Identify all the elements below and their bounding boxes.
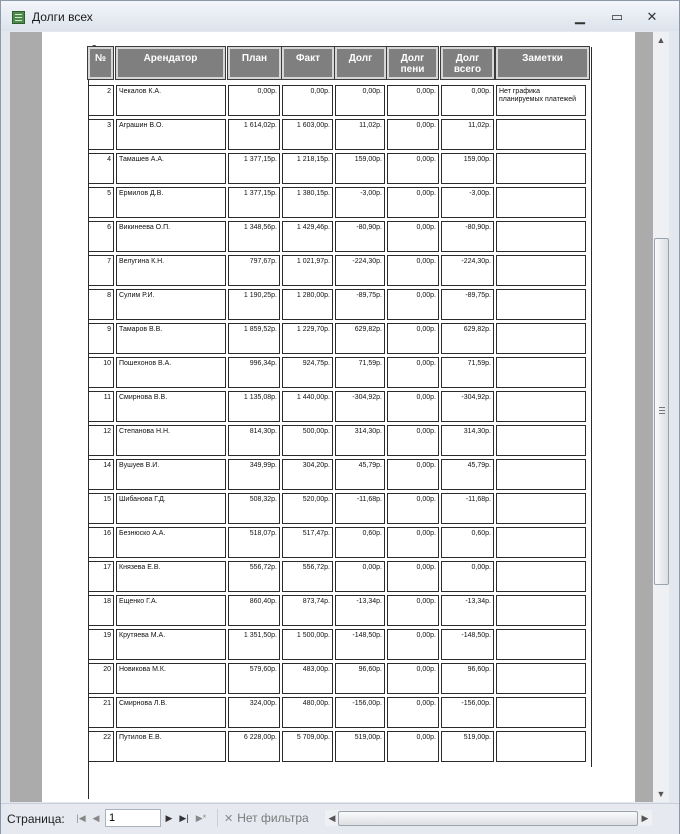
total-debt: -89,75р. [441,289,494,320]
col-debt-header: Долг [335,47,386,79]
total-debt: 0,00р. [441,561,494,592]
table-row [88,219,594,252]
notes [496,629,586,660]
total-debt: 629,82р. [441,323,494,354]
fact-amount: 500,00р. [282,425,333,456]
penalty-amount: 0,00р. [387,493,439,524]
tenant-name: Путилов Е.В. [116,731,226,762]
plan-amount: 1 351,50р. [228,629,280,660]
tenant-name: Безнюско А.А. [116,527,226,558]
navigation-bar [1,803,679,834]
filter-status[interactable] [217,809,322,827]
scroll-grip-icon [659,407,665,408]
window-title: Долги всех [32,10,93,24]
col-notes-header: Заметки [496,47,589,79]
notes [496,697,586,728]
scroll-thumb[interactable] [654,238,669,585]
new-record-icon[interactable]: ▶* [195,813,207,823]
tenant-name: Степанова Н.Н. [116,425,226,456]
debt-amount: 159,00р. [335,153,385,184]
table-row [88,627,594,660]
fact-amount: 1 229,70р. [282,323,333,354]
scroll-right-icon[interactable]: ▶ [641,813,649,823]
col-total-header: Долг всего [441,47,494,79]
row-number: 9 [88,323,114,354]
plan-amount: 324,00р. [228,697,280,728]
row-number: 14 [88,459,114,490]
debt-amount: -156,00р. [335,697,385,728]
total-debt: -3,00р. [441,187,494,218]
penalty-amount: 0,00р. [387,663,439,694]
debt-amount: -224,30р. [335,255,385,286]
plan-amount: 1 377,15р. [228,187,280,218]
debt-amount: 45,79р. [335,459,385,490]
table-row [88,287,594,320]
table-row [88,253,594,286]
total-debt: 45,79р. [441,459,494,490]
penalty-amount: 0,00р. [387,459,439,490]
penalty-amount: 0,00р. [387,153,439,184]
total-debt: 0,00р. [441,85,494,116]
row-number: 2 [88,85,114,116]
penalty-amount: 0,00р. [387,391,439,422]
debt-amount: -3,00р. [335,187,385,218]
penalty-amount: 0,00р. [387,357,439,388]
notes: Нет графика планируемых платежей [496,85,586,116]
total-debt: -13,34р. [441,595,494,626]
penalty-amount: 0,00р. [387,255,439,286]
notes [496,357,586,388]
total-debt: 71,59р. [441,357,494,388]
fact-amount: 1 500,00р. [282,629,333,660]
penalty-amount: 0,00р. [387,85,439,116]
last-page-icon[interactable]: ▶| [179,813,189,823]
notes [496,561,586,592]
row-number: 12 [88,425,114,456]
table-row [88,389,594,422]
fact-amount: 1 429,46р. [282,221,333,252]
plan-amount: 860,40р. [228,595,280,626]
total-debt: 519,00р. [441,731,494,762]
tenant-name: Крутяева М.А. [116,629,226,660]
plan-amount: 6 228,00р. [228,731,280,762]
tenant-name: Сулим Р.И. [116,289,226,320]
maximize-button[interactable] [604,8,630,26]
fact-amount: 5 709,00р. [282,731,333,762]
plan-amount: 518,07р. [228,527,280,558]
debt-table [88,47,594,741]
fact-amount: 304,20р. [282,459,333,490]
total-debt: -148,50р. [441,629,494,660]
plan-amount: 508,32р. [228,493,280,524]
notes [496,323,586,354]
table-row [88,83,594,116]
fact-amount: 556,72р. [282,561,333,592]
notes [496,119,586,150]
title-bar[interactable] [1,1,679,31]
filter-icon: ✕ [224,813,234,825]
debt-amount: 629,82р. [335,323,385,354]
debt-amount: 0,00р. [335,85,385,116]
notes [496,527,586,558]
total-debt: -156,00р. [441,697,494,728]
tenant-name: Викинеева О.П. [116,221,226,252]
table-row [88,491,594,524]
total-debt: 11,02р. [441,119,494,150]
fact-amount: 1 603,00р. [282,119,333,150]
notes [496,289,586,320]
plan-amount: 1 377,15р. [228,153,280,184]
debt-amount: -304,92р. [335,391,385,422]
debt-amount: 96,60р. [335,663,385,694]
plan-amount: 797,67р. [228,255,280,286]
tenant-name: Смирнова В.В. [116,391,226,422]
debt-amount: -89,75р. [335,289,385,320]
row-number: 20 [88,663,114,694]
scroll-down-icon[interactable]: ▼ [656,789,666,799]
row-number: 17 [88,561,114,592]
col-tenant-header: Арендатор [116,47,225,79]
table-row [88,729,594,762]
fact-amount: 1 021,97р. [282,255,333,286]
debt-amount: -148,50р. [335,629,385,660]
row-number: 8 [88,289,114,320]
table-row [88,457,594,490]
plan-amount: 1 135,08р. [228,391,280,422]
penalty-amount: 0,00р. [387,187,439,218]
total-debt: -11,68р. [441,493,494,524]
total-debt: -224,30р. [441,255,494,286]
next-page-icon[interactable]: ▶ [165,813,173,823]
report-page [42,32,635,802]
fact-amount: 520,00р. [282,493,333,524]
tenant-name: Князева Е.В. [116,561,226,592]
col-fact-header: Факт [282,47,334,79]
debt-amount: 314,30р. [335,425,385,456]
notes [496,663,586,694]
fact-amount: 483,00р. [282,663,333,694]
scroll-left-icon[interactable]: ◀ [328,813,336,823]
notes [496,391,586,422]
row-number: 16 [88,527,114,558]
tenant-name: Пошехонов В.А. [116,357,226,388]
fact-amount: 0,00р. [282,85,333,116]
report-viewport[interactable] [10,32,653,802]
page-number-input[interactable]: 1 [105,809,161,827]
plan-amount: 996,34р. [228,357,280,388]
penalty-amount: 0,00р. [387,221,439,252]
notes [496,187,586,218]
table-row [88,321,594,354]
prev-page-icon[interactable]: ◀ [92,813,100,823]
debt-amount: 71,59р. [335,357,385,388]
plan-amount: 349,99р. [228,459,280,490]
horizontal-scrollbar[interactable] [325,810,652,826]
col-penalty-header: Долг пени [387,47,438,79]
table-row [88,117,594,150]
tenant-name: Вушуев В.И. [116,459,226,490]
debt-amount: 0,60р. [335,527,385,558]
page-label: Страница: [7,812,65,826]
row-number: 10 [88,357,114,388]
table-header [88,47,594,81]
table-row [88,185,594,218]
plan-amount: 0,00р. [228,85,280,116]
tenant-name: Смирнова Л.В. [116,697,226,728]
row-number: 21 [88,697,114,728]
tenant-name: Тамаров В.В. [116,323,226,354]
plan-amount: 556,72р. [228,561,280,592]
tenant-name: Шибанова Г.Д. [116,493,226,524]
fact-amount: 924,75р. [282,357,333,388]
plan-amount: 1 190,25р. [228,289,280,320]
notes [496,425,586,456]
maximize-icon: ▭ [610,9,624,24]
total-debt: 96,60р. [441,663,494,694]
minimize-icon: ▁ [575,9,585,24]
fact-amount: 873,74р. [282,595,333,626]
penalty-amount: 0,00р. [387,289,439,320]
report-icon [12,11,25,24]
row-number: 18 [88,595,114,626]
penalty-amount: 0,00р. [387,697,439,728]
penalty-amount: 0,00р. [387,561,439,592]
table-row [88,695,594,728]
notes [496,255,586,286]
debt-amount: 519,00р. [335,731,385,762]
row-number: 22 [88,731,114,762]
penalty-amount: 0,00р. [387,323,439,354]
table-row [88,355,594,388]
tenant-name: Новикова М.К. [116,663,226,694]
penalty-amount: 0,00р. [387,527,439,558]
scroll-up-icon[interactable]: ▲ [656,35,666,45]
fact-amount: 480,00р. [282,697,333,728]
tenant-name: Чекалов К.А. [116,85,226,116]
tenant-name: Велугина К.Н. [116,255,226,286]
penalty-amount: 0,00р. [387,119,439,150]
plan-amount: 814,30р. [228,425,280,456]
fact-amount: 517,47р. [282,527,333,558]
col-no-header: № [88,47,113,79]
fact-amount: 1 218,15р. [282,153,333,184]
table-row [88,559,594,592]
plan-amount: 1 614,02р. [228,119,280,150]
plan-amount: 1 348,56р. [228,221,280,252]
tenant-name: Аграшин В.О. [116,119,226,150]
notes [496,595,586,626]
penalty-amount: 0,00р. [387,731,439,762]
notes [496,459,586,490]
penalty-amount: 0,00р. [387,595,439,626]
fact-amount: 1 380,15р. [282,187,333,218]
fact-amount: 1 280,00р. [282,289,333,320]
tenant-name: Тамашев А.А. [116,153,226,184]
row-number: 11 [88,391,114,422]
debt-amount: -11,68р. [335,493,385,524]
debt-amount: -80,90р. [335,221,385,252]
row-number: 19 [88,629,114,660]
penalty-amount: 0,00р. [387,629,439,660]
debt-amount: 0,00р. [335,561,385,592]
row-number: 5 [88,187,114,218]
penalty-amount: 0,00р. [387,425,439,456]
tenant-name: Ермилов Д.В. [116,187,226,218]
close-button[interactable] [639,8,665,26]
first-page-icon[interactable]: |◀ [76,813,86,823]
vertical-scrollbar[interactable] [653,32,669,802]
notes [496,731,586,762]
notes [496,153,586,184]
tenant-name: Ещенко Г.А. [116,595,226,626]
table-row [88,593,594,626]
notes [496,221,586,252]
row-number: 7 [88,255,114,286]
total-debt: 314,30р. [441,425,494,456]
row-number: 4 [88,153,114,184]
table-row [88,661,594,694]
total-debt: -80,90р. [441,221,494,252]
filter-label: Нет фильтра [237,811,309,825]
debt-amount: -13,34р. [335,595,385,626]
row-number: 6 [88,221,114,252]
close-icon: ✕ [646,9,658,24]
plan-amount: 579,60р. [228,663,280,694]
minimize-button[interactable] [567,8,593,26]
table-row [88,525,594,558]
horizontal-scroll-thumb[interactable] [338,811,638,826]
row-number: 15 [88,493,114,524]
total-debt: 0,60р. [441,527,494,558]
debt-amount: 11,02р. [335,119,385,150]
table-row [88,423,594,456]
table-row [88,151,594,184]
row-number: 3 [88,119,114,150]
col-plan-header: План [228,47,281,79]
total-debt: 159,00р. [441,153,494,184]
notes [496,493,586,524]
total-debt: -304,92р. [441,391,494,422]
plan-amount: 1 859,52р. [228,323,280,354]
fact-amount: 1 440,00р. [282,391,333,422]
